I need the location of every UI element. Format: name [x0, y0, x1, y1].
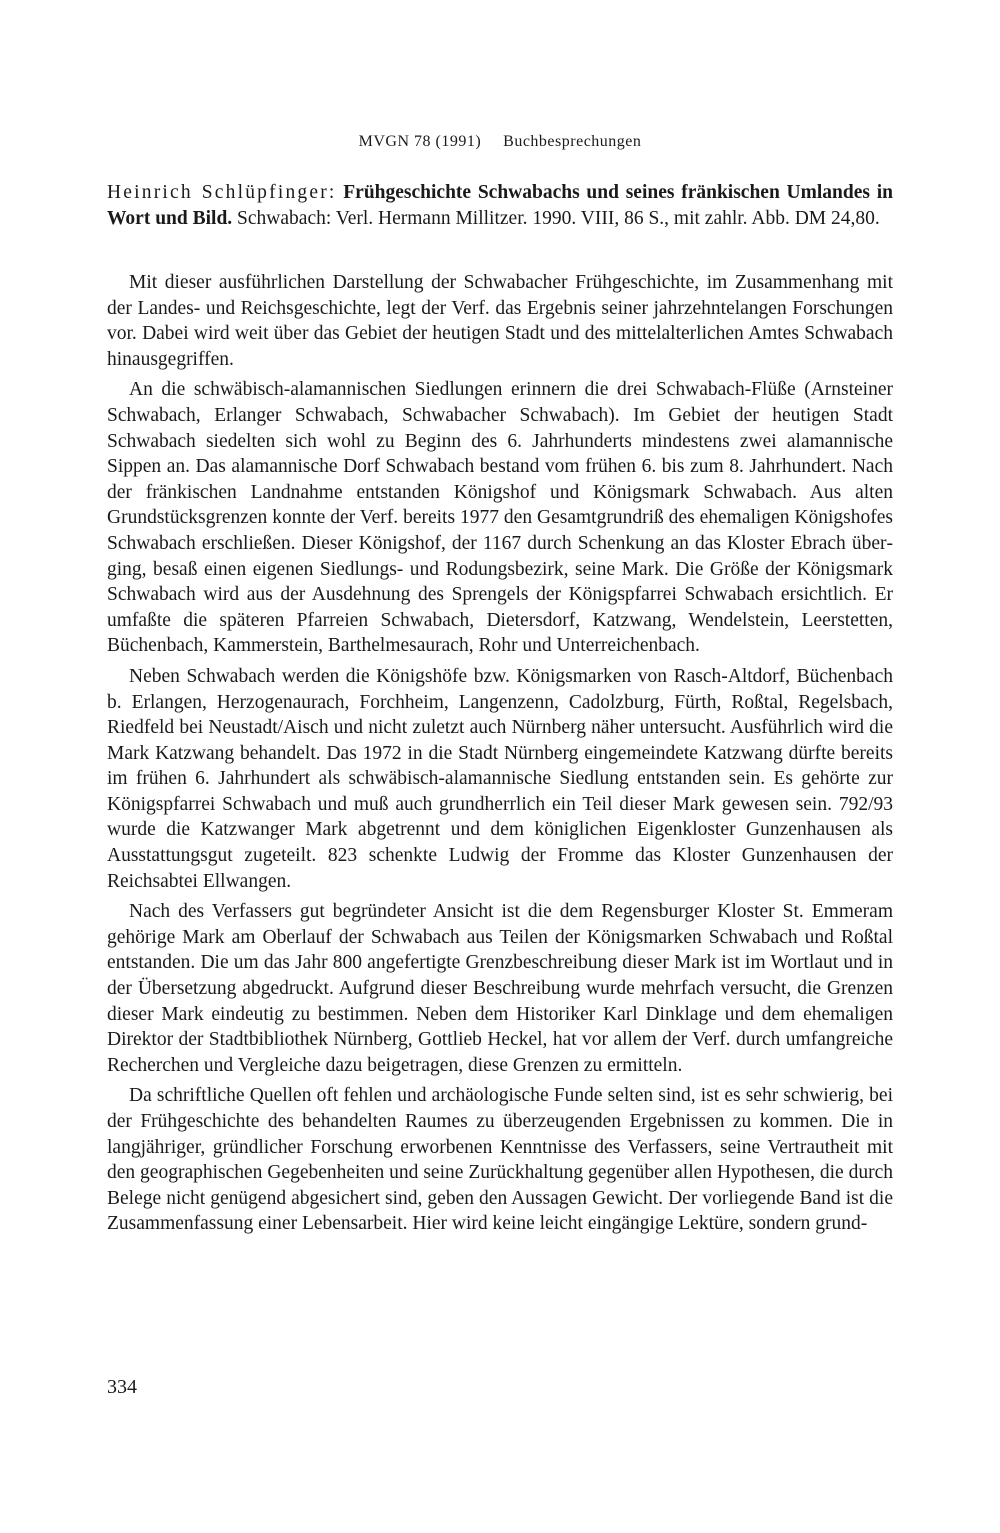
- paragraph: Nach des Verfassers gut begründeter Ansicht ist die dem Regensburger Kloster St. Emmeram gehörige Mark am Oberlauf der Schwabach aus Teilen der Königsmarken Schwabach und Roßtal entstanden. Die um das Jahr 800 angefertigte Grenzbeschreibung dieser Mark ist im Wortlaut und in der Übersetzung abgedruckt. Aufgrund dieser Beschreibung wurde mehrfach versucht, die Grenzen dieser Mark eindeutig zu bestimmen. Neben dem Historiker Karl Dinklage und dem ehemaligen Direktor der Stadtbibliothek Nürnberg, Gottlieb Heckel, hat vor allem der Verf. durch umfangreiche Recherchen und Vergleiche dazu beigetragen, diese Grenzen zu ermitteln.: [107, 901, 893, 1076]
- section-title: Buchbesprechungen: [503, 133, 642, 150]
- page-number: 334: [107, 1376, 137, 1398]
- book-title: Frühgeschichte Schwabachs und seines fränkischen Umlandes in Wort und Bild.: [107, 182, 893, 229]
- book-citation: [107, 180, 893, 232]
- publication-details: Schwabach: Verl. Hermann Millitzer. 1990. VIII, 86 S., mit zahlr. Abb. DM 24,80.: [237, 208, 880, 229]
- book-author: Heinrich Schlüpfinger:: [107, 182, 337, 203]
- running-header: [0, 133, 1000, 151]
- review-body: [107, 270, 893, 1242]
- paragraph: An die schwäbisch-alamannischen Siedlungen erinnern die drei Schwabach-Flüße (Arnsteiner Schwabach, Erlanger Schwabach, Schwabacher Schwabach). Im Gebiet der heutigen Stadt Schwabach siedelten sich wohl zu Beginn des 6. Jahrhunderts mindestens zwei alamannische Sippen an. Das alamannische Dorf Schwabach bestand vom frühen 6. bis zum 8. Jahrhundert. Nach der fränkischen Landnahme entstanden Königshof und Königsmark Schwabach. Aus alten Grundstücksgrenzen konnte der Verf. bereits 1977 den Gesamtgrundriß des ehemaligen Königshofes Schwabach erschließen. Dieser Königshof, der 1167 durch Schenkung an das Kloster Ebrach überging, besaß einen eigenen Siedlungs- und Rodungsbezirk, seine Mark. Die Größe der Königsmark Schwabach wird aus der Ausdehnung des Sprengels der Königspfarrei Schwabach ersichtlich. Er umfaßte die späteren Pfarreien Schwabach, Dietersdorf, Katzwang, Wendelstein, Leerstetten, Büchenbach, Kammerstein, Barthelmesaurach, Rohr und Unterreichenbach.: [107, 379, 893, 657]
- paragraph: Da schriftliche Quellen oft fehlen und archäologische Funde selten sind, ist es sehr schwierig, bei der Frühgeschichte des behandelten Raumes zu überzeugenden Ergebnissen zu kommen. Die in langjähriger, gründlicher Forschung erworbenen Kenntnisse des Verfassers, seine Vertrautheit mit den geographischen Gegebenheiten und seine Zurückhaltung gegenüber allen Hypothesen, die durch Belege nicht genügend abgesichert sind, geben den Aussagen Gewicht. Der vorliegende Band ist die Zusammenfassung einer Lebensarbeit. Hier wird keine leicht eingängige Lektüre, sondern grund-: [107, 1085, 893, 1235]
- journal-reference: MVGN 78 (1991): [358, 133, 482, 150]
- paragraph: Neben Schwabach werden die Königshöfe bzw. Königsmarken von Rasch-Altdorf, Büchenbach b. Erlangen, Herzogenaurach, Forchheim, Langenzenn, Cadolzburg, Fürth, Roßtal, Regelsbach, Riedfeld bei Neustadt/Aisch und nicht zuletzt auch Nürnberg näher untersucht. Ausführlich wird die Mark Katzwang behandelt. Das 1972 in die Stadt Nürnberg eingemeindete Katzwang dürfte bereits im frühen 6. Jahrhundert als schwäbisch-alamannische Siedlung entstanden sein. Es gehörte zur Königspfarrei Schwabach und muß auch grundherrlich ein Teil dieser Mark gewesen sein. 792/93 wurde die Katzwanger Mark abgetrennt und dem königlichen Eigenkloster Gunzenhausen als Ausstattungsgut zugeteilt. 823 schenkte Ludwig der Fromme das Kloster Gunzenhausen der Reichsabtei Ellwangen.: [107, 665, 893, 892]
- paragraph: Mit dieser ausführlichen Darstellung der Schwabacher Frühgeschichte, im Zusammenhang mit der Landes- und Reichsgeschichte, legt der Verf. das Ergebnis seiner jahrzehntelangen Forschungen vor. Dabei wird weit über das Gebiet der heutigen Stadt und des mittelalterlichen Amtes Schwabach hinausgegriffen.: [107, 272, 893, 370]
